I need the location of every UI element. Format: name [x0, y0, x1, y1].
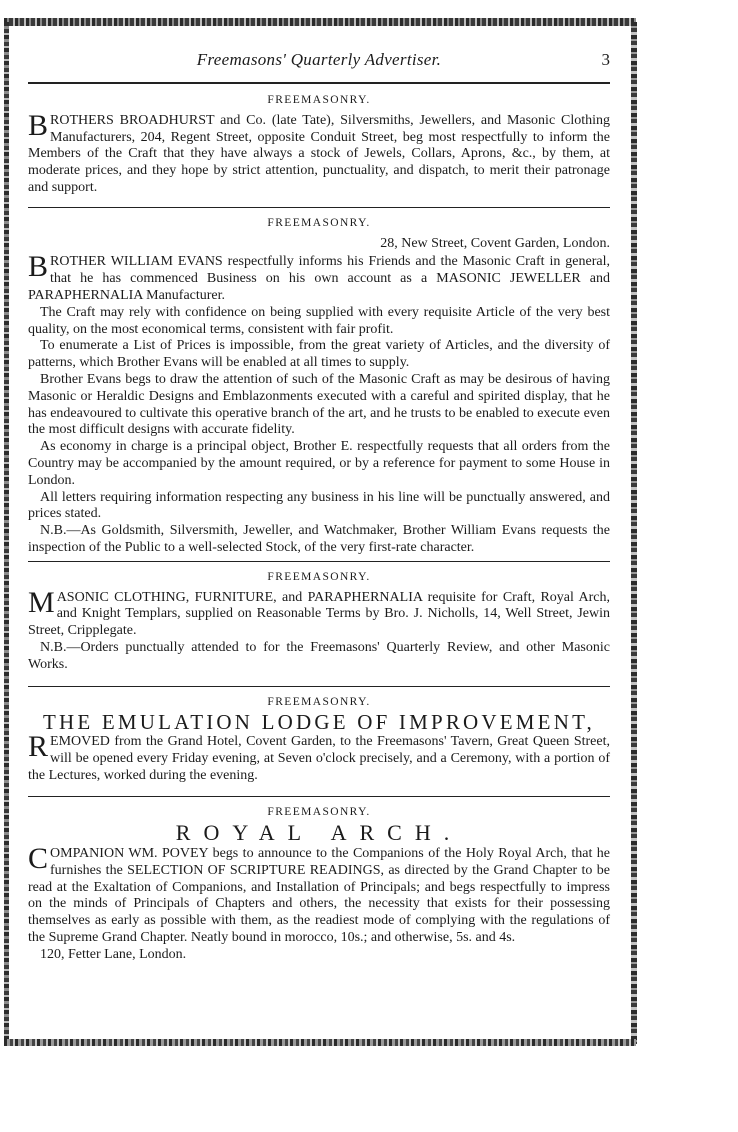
advert-paragraph: MASONIC CLOTHING, FURNITURE, and PARAPHERNALIA requisite for Craft, Royal Arch, and Knight Templars, supplied on Reasonable Terms by Bro. J. Nicholls, 14, Well Street, Jewin Street, Cripplegate.: [28, 585, 610, 639]
advert-emulation-lodge: [28, 694, 610, 785]
section-label: FREEMASONRY.: [267, 695, 371, 708]
section-label: FREEMASONRY.: [267, 806, 371, 819]
header-rule: [28, 82, 610, 84]
advert-paragraph: The Craft may rely with confidence on being supplied with every requisite Article of the very best quality, on the most economical terms, consistent with fair profit.: [28, 304, 610, 337]
page-content: [28, 52, 610, 964]
advert-broadhurst: [28, 92, 610, 197]
section-label: FREEMASONRY.: [267, 216, 371, 229]
advert-paragraph: As economy in charge is a principal object, Brother E. respectfully requests that all orders from the Country may be accompanied by the amount required, or by a reference for payment to some House in London.: [28, 439, 610, 488]
section-divider: [28, 207, 610, 208]
page-edge-right: [631, 22, 637, 1044]
advert-paragraph: All letters requiring information respecting any business in his line will be punctually answered, and prices stated.: [28, 489, 610, 522]
section-label: FREEMASONRY.: [267, 94, 371, 106]
advert-paragraph: BROTHERS BROADHURST and Co. (late Tate), Silversmiths, Jewellers, and Masonic Clothing Manufacturers, 204, Regent Street, opposite Conduit Street, beg most respectfully to inform the Members of the Craft that they have always a stock of Jewels, Collars, Aprons, &c., by them, at moderate prices, and they hope by strict attention, punctuality, and dispatch, to merit their patronage and support.: [28, 108, 610, 195]
address-line: 120, Fetter Lane, London.: [40, 946, 187, 962]
advert-royal-arch: [28, 804, 610, 963]
advert-paragraph: To enumerate a List of Prices is impossible, from the great variety of Articles, and the diversity of patterns, which Brother Evans will be enabled at all times to supply.: [28, 338, 610, 371]
running-head: [28, 52, 610, 76]
advert-william-evans: [28, 215, 610, 557]
running-title: Freemasons' Quarterly Advertiser.: [196, 50, 442, 69]
page-number: 3: [601, 50, 610, 69]
royal-arch-heading: ROYAL ARCH.: [175, 820, 463, 846]
section-label: FREEMASONRY.: [267, 570, 371, 583]
advert-paragraph: REMOVED from the Grand Hotel, Covent Garden, to the Freemasons' Tavern, Great Queen Street, will be opened every Friday evening, at Seven o'clock precisely, and a Ceremony, with a portion of the Lectures, worked during the evening.: [28, 730, 610, 783]
page-edge-left: [4, 22, 9, 1044]
advert-nicholls: [28, 569, 610, 674]
advert-paragraph: BROTHER WILLIAM EVANS respectfully informs his Friends and the Masonic Craft in general, that he has commenced Business on his own account as a MASONIC JEWELLER and PARAPHERNALIA Manufacturer.: [28, 250, 610, 303]
advert-paragraph: N.B.—Orders punctually attended to for the Freemasons' Quarterly Review, and other Masonic Works.: [28, 639, 610, 672]
advert-paragraph: Brother Evans begs to draw the attention of such of the Masonic Craft as may be desirous of having Masonic or Heraldic Designs and Emblazonments executed with a careful and spirited display, that he has endeavoured to cultivate this operative branch of the art, and he trusts to be enabled to execute even the most difficult designs with accurate fidelity.: [28, 371, 610, 438]
advert-paragraph: COMPANION WM. POVEY begs to announce to the Companions of the Holy Royal Arch, that he furnishes the SELECTION OF SCRIPTURE READINGS, as directed by the Grand Chapter to be read at the Exaltation of Companions, and Installation of Principals; and begs respectfully to impress on the minds of Principals of Chapters and others, the necessity that exists for their possessing themselves as early as possible with them, as the readiest mode of complying with the regulations of the Supreme Grand Chapter. Neatly bound in morocco, 10s.; and otherwise, 5s. and 4s.: [28, 842, 610, 946]
section-divider: [28, 796, 610, 797]
lodge-heading: THE EMULATION LODGE OF IMPROVEMENT,: [43, 710, 595, 735]
page-edge-bottom: [4, 1039, 636, 1046]
advert-paragraph: N.B.—As Goldsmith, Silversmith, Jeweller, and Watchmaker, Brother William Evans requests the inspection of the Public to a well-selected Stock, of the very first-rate character.: [28, 523, 610, 555]
section-divider: [28, 561, 610, 562]
page-edge-top: [4, 18, 636, 26]
section-divider: [28, 686, 610, 687]
address-line: 28, New Street, Covent Garden, London.: [380, 235, 610, 251]
